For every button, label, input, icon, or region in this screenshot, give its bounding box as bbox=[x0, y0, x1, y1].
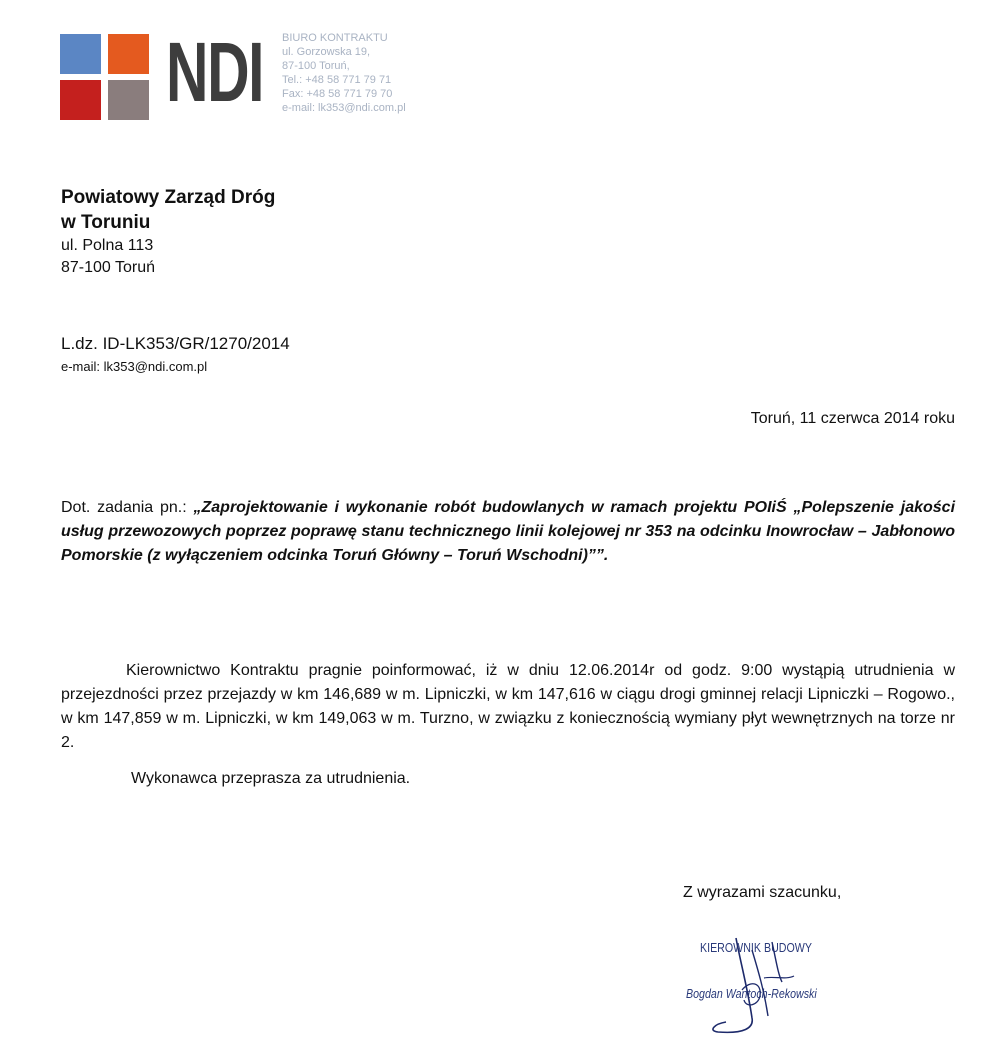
reference-email: e-mail: lk353@ndi.com.pl bbox=[61, 359, 208, 374]
recipient-street: ul. Polna 113 bbox=[61, 237, 154, 254]
logo-wordmark: NDI bbox=[166, 25, 264, 119]
office-title: BIURO KONTRAKTU bbox=[282, 32, 388, 44]
body-paragraph: Kierownictwo Kontraktu pragnie poinformować, iż w dniu 12.06.2014r od godz. 9:00 wystąpią utrudnienia w przejezdności przez przejazdy w km 146,689 w m. Lipniczki, w km 147,616 w ciągu drogi gminnej relacji Lipniczki – Rogowo., w km 147,859 w m. Lipniczki, w km 149,063 w m. Turzno, w związku z koniecznością wymiany płyt wewnętrznych na torze nr 2. bbox=[61, 662, 955, 751]
recipient-name-line1: Powiatowy Zarząd Dróg bbox=[61, 187, 276, 208]
recipient-city: 87-100 Toruń bbox=[61, 259, 155, 276]
logo-square-red bbox=[60, 80, 101, 120]
closing-greeting: Z wyrazami szacunku, bbox=[683, 884, 842, 901]
letter-date: Toruń, 11 czerwca 2014 roku bbox=[750, 410, 955, 427]
apology-line: Wykonawca przeprasza za utrudnienia. bbox=[131, 770, 411, 787]
logo-square-orange bbox=[108, 34, 149, 74]
office-city: 87-100 Toruń, bbox=[282, 60, 350, 72]
contract-office-address bbox=[282, 31, 406, 115]
logo-square-blue bbox=[60, 34, 101, 74]
reference-number: L.dz. ID-LK353/GR/1270/2014 bbox=[61, 334, 290, 353]
office-tel: Tel.: +48 58 771 79 71 bbox=[282, 74, 392, 86]
stamp-title: KIEROWNIK BUDOWY bbox=[700, 940, 812, 955]
recipient-name-line2: w Toruniu bbox=[61, 212, 151, 233]
recipient-address bbox=[61, 185, 275, 279]
office-street: ul. Gorzowska 19, bbox=[282, 46, 371, 58]
subject-prefix: Dot. zadania pn.: bbox=[61, 499, 187, 516]
stamp-name: Bogdan Wantoch-Rekowski bbox=[686, 986, 817, 1001]
subject-title: „Zaprojektowanie i wykonanie robót budowlanych w ramach projektu POIiŚ „Polepszenie jakości usług przewozowych poprzez poprawę stanu technicznego linii kolejowej nr 353 na odcinku Inowrocław – Jabłonowo Pomorskie (z wyłączeniem odcinka Toruń Główny – Toruń Wschodni)””. bbox=[61, 499, 956, 564]
office-fax: Fax: +48 58 771 79 70 bbox=[282, 88, 393, 100]
letter-subject bbox=[61, 496, 955, 568]
logo-square-grey bbox=[108, 80, 149, 120]
handwritten-signature bbox=[678, 920, 878, 1040]
office-email: e-mail: lk353@ndi.com.pl bbox=[282, 102, 406, 114]
